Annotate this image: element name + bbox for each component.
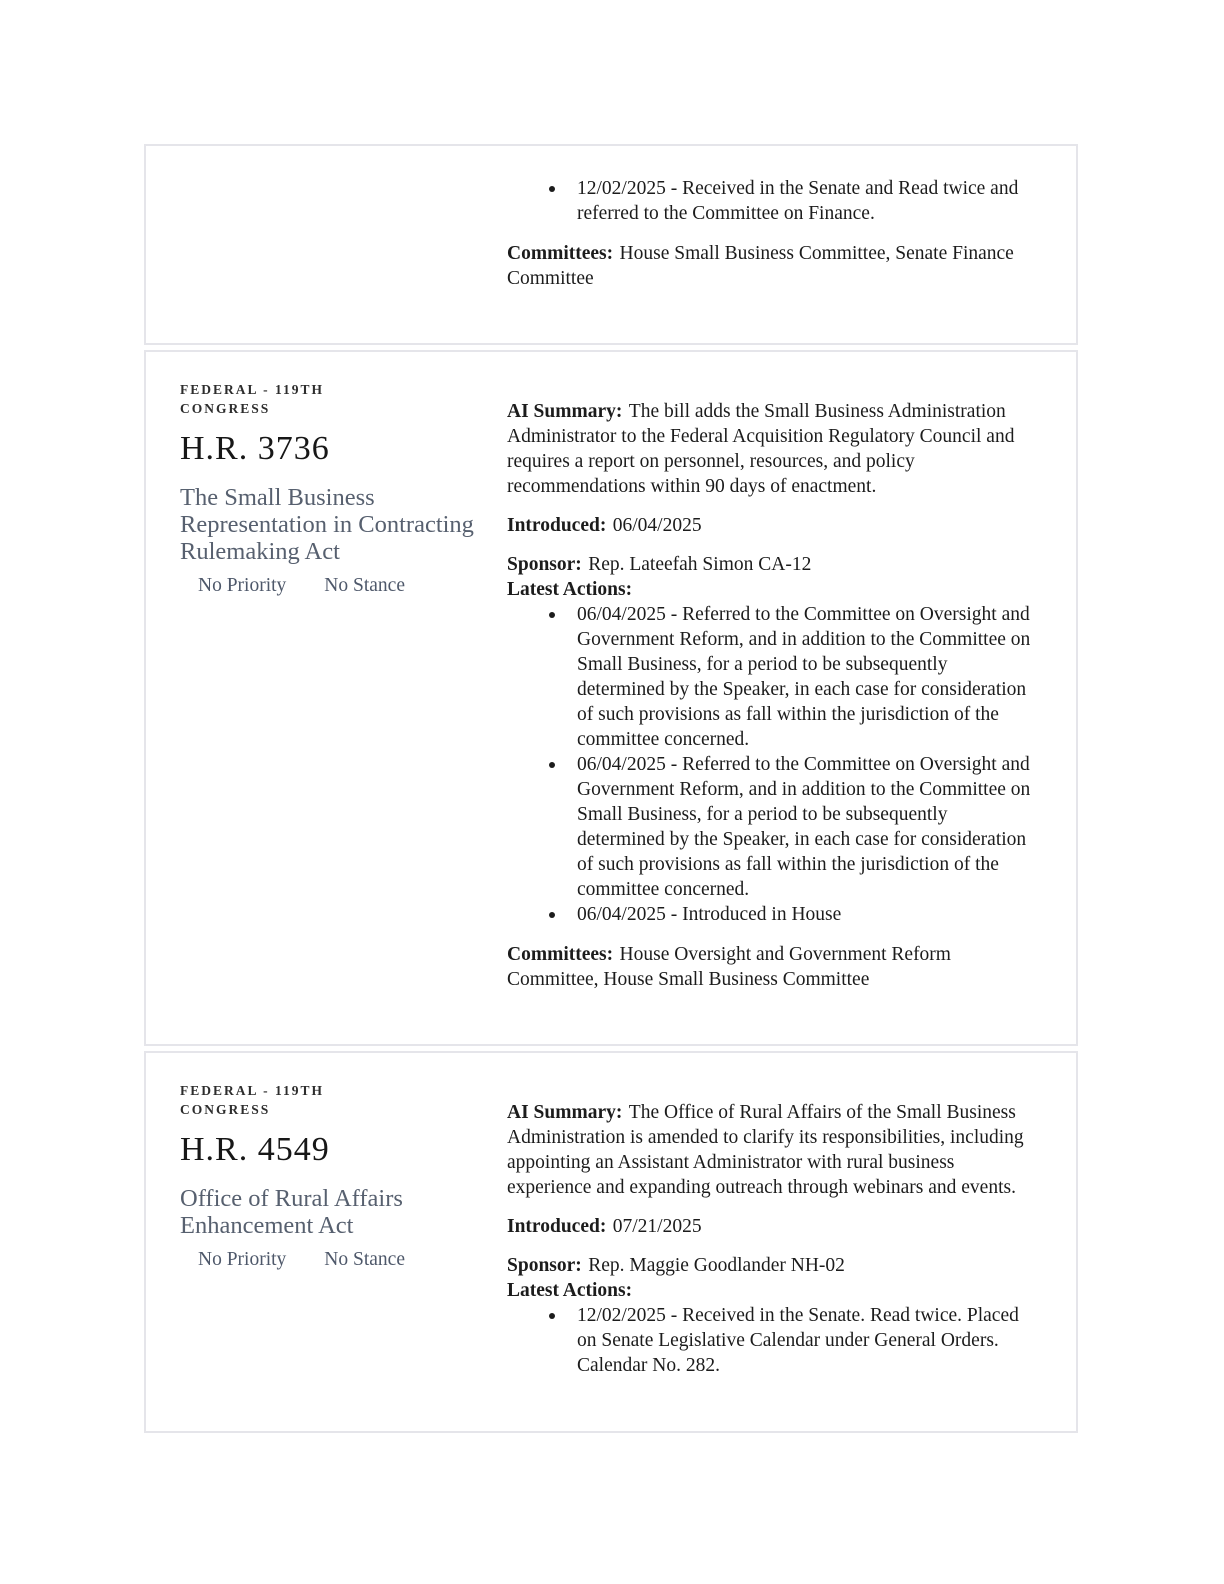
badge-row xyxy=(180,575,507,597)
latest-actions-heading xyxy=(507,1278,1034,1303)
bill-card-right-column xyxy=(507,1081,1034,1393)
bill-card-right-column xyxy=(507,176,1034,305)
priority-badge: No Priority xyxy=(198,1249,287,1270)
jurisdiction-label: FEDERAL - 119TH CONGRESS xyxy=(180,382,325,416)
introduced-line xyxy=(507,513,1034,538)
bill-card-hr-3736 xyxy=(144,350,1078,1046)
sponsor-line xyxy=(507,1253,1034,1278)
committees-label: Committees: xyxy=(507,944,614,965)
action-item: 06/04/2025 - Introduced in House xyxy=(507,902,1034,927)
bill-card-hr-4549 xyxy=(144,1051,1078,1433)
priority-badge: No Priority xyxy=(198,575,287,596)
stance-badge: No Stance xyxy=(324,575,405,596)
ai-summary-paragraph xyxy=(507,399,1034,499)
latest-actions-list xyxy=(507,602,1034,927)
action-item: 12/02/2025 - Received in the Senate. Read twice. Placed on Senate Legislative Calendar under General Orders. Calendar No. 282. xyxy=(507,1303,1034,1378)
action-item: 06/04/2025 - Referred to the Committee on Oversight and Government Reform, and in addition to the Committee on Small Business, for a period to be subsequently determined by the Speaker, in each case for consideration of such provisions as fall within the jurisdiction of the committee concerned. xyxy=(507,602,1034,752)
ai-summary-text: The Office of Rural Affairs of the Small Business Administration is amended to clarify its responsibilities, including appointing an Assistant Administrator with rural business experience and expanding outreach through webinars and events. xyxy=(507,1102,1024,1198)
latest-actions-list xyxy=(507,176,1034,226)
sponsor-name: Rep. Maggie Goodlander NH-02 xyxy=(588,1255,845,1276)
latest-actions-label: Latest Actions: xyxy=(507,579,633,600)
introduced-date: 07/21/2025 xyxy=(612,1216,702,1237)
action-item: 06/04/2025 - Referred to the Committee on Oversight and Government Reform, and in addition to the Committee on Small Business, for a period to be subsequently determined by the Speaker, in each case for consideration of such provisions as fall within the jurisdiction of the committee concerned. xyxy=(507,752,1034,902)
bill-card-continuation xyxy=(144,144,1078,345)
bill-card-list xyxy=(144,144,1078,1433)
introduced-label: Introduced: xyxy=(507,515,607,536)
bill-card-right-column xyxy=(507,380,1034,1006)
committees-value: House Oversight and Government Reform Committee, House Small Business Committee xyxy=(507,944,951,990)
committees-line xyxy=(507,241,1034,291)
sponsor-label: Sponsor: xyxy=(507,554,582,575)
bill-title: The Small Business Representation in Contracting Rulemaking Act xyxy=(180,484,474,565)
bill-title: Office of Rural Affairs Enhancement Act xyxy=(180,1185,403,1239)
ai-summary-label: AI Summary: xyxy=(507,1102,623,1123)
ai-summary-paragraph xyxy=(507,1100,1034,1200)
bill-number: H.R. 4549 xyxy=(180,1131,330,1168)
bill-card-left-column xyxy=(180,1081,507,1393)
ai-summary-label: AI Summary: xyxy=(507,401,623,422)
stance-badge: No Stance xyxy=(324,1249,405,1270)
sponsor-line xyxy=(507,552,1034,577)
bill-number: H.R. 3736 xyxy=(180,430,330,467)
latest-actions-heading xyxy=(507,577,1034,602)
latest-actions-list xyxy=(507,1303,1034,1378)
committees-value: House Small Business Committee, Senate Finance Committee xyxy=(507,243,1014,289)
latest-actions-label: Latest Actions: xyxy=(507,1280,633,1301)
bill-card-left-column-empty xyxy=(180,176,507,305)
badge-row xyxy=(180,1249,507,1271)
bill-card-left-column xyxy=(180,380,507,1006)
introduced-label: Introduced: xyxy=(507,1216,607,1237)
sponsor-label: Sponsor: xyxy=(507,1255,582,1276)
introduced-date: 06/04/2025 xyxy=(612,515,702,536)
committees-line xyxy=(507,942,1034,992)
jurisdiction-label: FEDERAL - 119TH CONGRESS xyxy=(180,1083,325,1117)
sponsor-name: Rep. Lateefah Simon CA-12 xyxy=(588,554,812,575)
committees-label: Committees: xyxy=(507,243,614,264)
introduced-line xyxy=(507,1214,1034,1239)
action-item: 12/02/2025 - Received in the Senate and Read twice and referred to the Committee on Finance. xyxy=(507,176,1034,226)
ai-summary-text: The bill adds the Small Business Administration Administrator to the Federal Acquisition Regulatory Council and requires a report on personnel, resources, and policy recommendations within 90 days of enactment. xyxy=(507,401,1015,497)
